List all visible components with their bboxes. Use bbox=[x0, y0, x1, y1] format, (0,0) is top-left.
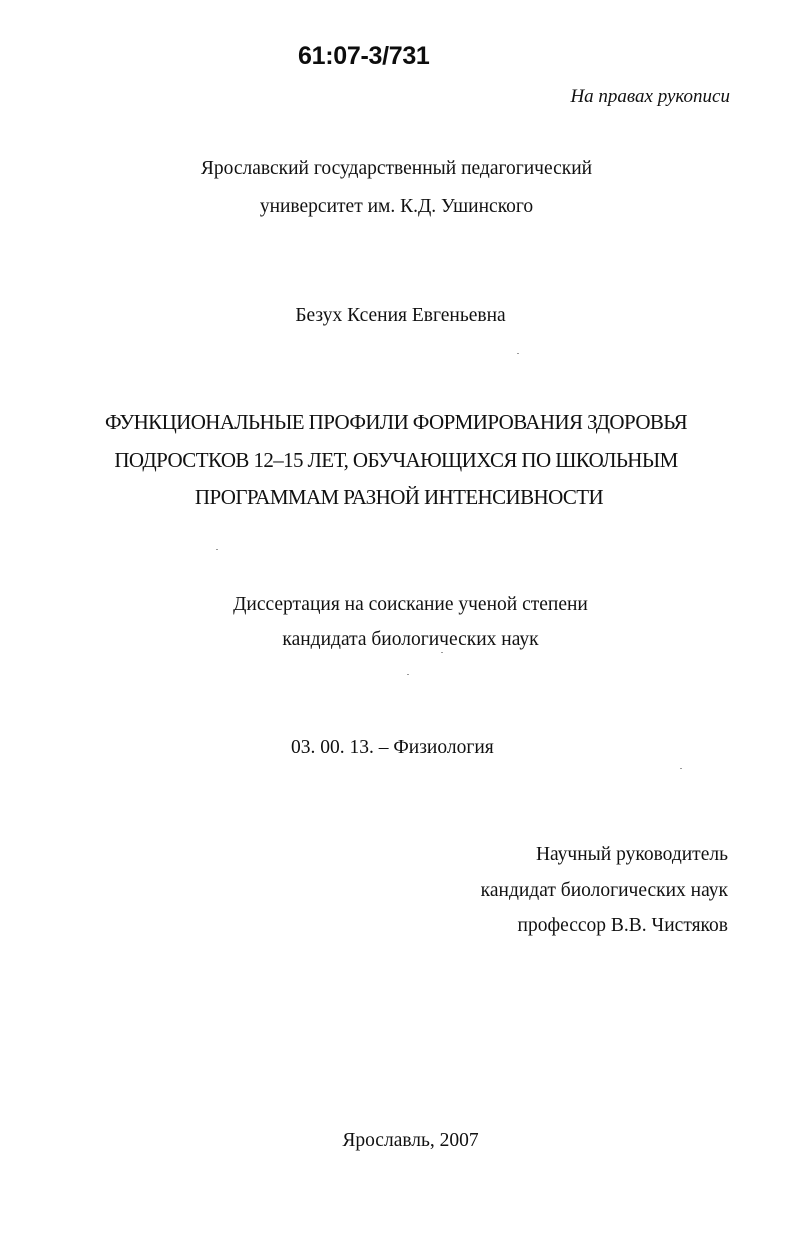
specialty-code: 03. 00. 13. – Физиология bbox=[291, 737, 494, 758]
manuscript-rights-note: На правах рукописи bbox=[570, 86, 730, 107]
archive-stamp-number: 61:07-3/731 bbox=[298, 42, 430, 70]
institution-line-2: университет им. К.Д. Ушинского bbox=[259, 196, 534, 217]
scan-speck bbox=[517, 353, 519, 354]
supervisor-name: профессор В.В. Чистяков bbox=[517, 915, 728, 936]
place-and-year: Ярославль, 2007 bbox=[342, 1130, 479, 1151]
degree-line-1: Диссертация на соискание ученой степени bbox=[233, 594, 588, 615]
scan-speck bbox=[441, 652, 443, 653]
degree-line-2: кандидата биологических наук bbox=[282, 629, 539, 650]
author-name: Безух Ксения Евгеньевна bbox=[295, 305, 506, 326]
title-line-2: ПОДРОСТКОВ 12–15 ЛЕТ, ОБУЧАЮЩИХСЯ ПО ШКОЛЬНЫМ bbox=[114, 448, 678, 472]
title-line-1: ФУНКЦИОНАЛЬНЫЕ ПРОФИЛИ ФОРМИРОВАНИЯ ЗДОРОВЬЯ bbox=[104, 410, 688, 434]
scan-speck bbox=[216, 549, 218, 550]
supervisor-role: Научный руководитель bbox=[535, 844, 728, 865]
scan-speck bbox=[407, 674, 409, 675]
supervisor-degree: кандидат биологических наук bbox=[480, 880, 728, 901]
institution-line-1: Ярославский государственный педагогический bbox=[200, 158, 593, 179]
title-line-3: ПРОГРАММАМ РАЗНОЙ ИНТЕНСИВНОСТИ bbox=[194, 485, 604, 509]
scan-speck bbox=[680, 768, 682, 769]
